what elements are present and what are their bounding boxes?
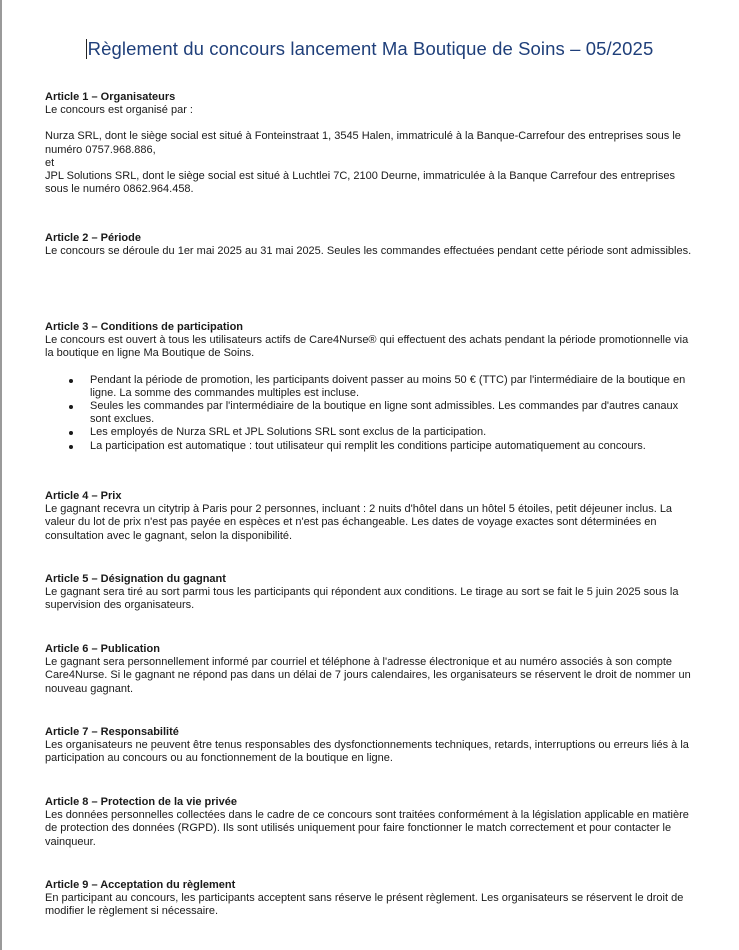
- document-title: Règlement du concours lancement Ma Boutique de Soins – 05/2025: [87, 38, 654, 59]
- bullet-icon: [69, 431, 73, 435]
- article-4: [45, 490, 695, 543]
- article-8-body: Les données personnelles collectées dans le cadre de ce concours sont traitées conformément à la législation applicable en matière de protection des données (RGPD). Ils sont utilisés uniquement pour faire fonctionner le match correctement et pour contacter le vainqueur.: [45, 809, 689, 848]
- text-cursor: [86, 39, 87, 59]
- article-9: [45, 879, 695, 919]
- article-3-heading: Article 3 – Conditions de participation: [45, 321, 244, 333]
- article-6-body: Le gagnant sera personnellement informé par courriel et téléphone à l'adresse électronique et au numéro associés à son compte Care4Nurse. Si le gagnant ne répond pas dans un délai de 7 jours calendaires, les organisateurs se réservent le droit de nommer un nouveau gagnant.: [45, 656, 691, 695]
- article-6: [45, 643, 695, 696]
- article-1-heading: Article 1 – Organisateurs: [45, 91, 176, 103]
- article-7-heading: Article 7 – Responsabilité: [45, 726, 179, 738]
- conditions-list: [45, 374, 695, 453]
- article-6-heading: Article 6 – Publication: [45, 643, 160, 655]
- list-item: Les employés de Nurza SRL et JPL Solutions SRL sont exclus de la participation.: [45, 426, 695, 439]
- article-1-conjunction: et: [45, 156, 55, 169]
- article-1-organizer-1: Nurza SRL, dont le siège social est situé à Fonteinstraat 1, 3545 Halen, immatriculé à la Banque-Carrefour des entreprises sous le numéro 0757.968.886,: [45, 130, 681, 156]
- list-item: Pendant la période de promotion, les participants doivent passer au moins 50 € (TTC) par l'intermédiaire de la boutique en ligne. La somme des commandes multiples est incluse.: [45, 374, 695, 400]
- document-title-line[interactable]: [0, 38, 739, 60]
- article-8: [45, 796, 695, 849]
- list-item: La participation est automatique : tout utilisateur qui remplit les conditions participe automatiquement au concours.: [45, 440, 695, 453]
- list-item: Seules les commandes par l'intermédiaire de la boutique en ligne sont admissibles. Les commandes par d'autres canaux sont exclues.: [45, 400, 695, 426]
- bullet-icon: [69, 405, 73, 409]
- article-3-body: Le concours est ouvert à tous les utilisateurs actifs de Care4Nurse® qui effectuent des achats pendant la période promotionnelle via la boutique en ligne Ma Boutique de Soins.: [45, 334, 689, 360]
- article-3: [45, 321, 695, 453]
- article-9-heading: Article 9 – Acceptation du règlement: [45, 879, 236, 891]
- article-5-body: Le gagnant sera tiré au sort parmi tous les participants qui répondent aux conditions. Le tirage au sort se fait le 5 juin 2025 sous la supervision des organisateurs.: [45, 586, 679, 612]
- article-5: [45, 573, 695, 613]
- article-1: [45, 91, 695, 196]
- article-9-body: En participant au concours, les participants acceptent sans réserve le présent règlement. Les organisateurs se réservent le droit de modifier le règlement si nécessaire.: [45, 892, 684, 918]
- article-7-body: Les organisateurs ne peuvent être tenus responsables des dysfonctionnements techniques, retards, interruptions ou erreurs liés à la participation au concours ou au fonctionnement de la boutique en ligne.: [45, 739, 689, 765]
- bullet-icon: [69, 379, 73, 383]
- article-8-heading: Article 8 – Protection de la vie privée: [45, 796, 237, 808]
- article-2-heading: Article 2 – Période: [45, 232, 141, 244]
- article-2: [45, 232, 695, 258]
- bullet-icon: [69, 445, 73, 449]
- article-2-body: Le concours se déroule du 1er mai 2025 au 31 mai 2025. Seules les commandes effectuées pendant cette période sont admissibles.: [45, 245, 692, 258]
- article-4-heading: Article 4 – Prix: [45, 490, 122, 502]
- article-4-body: Le gagnant recevra un citytrip à Paris pour 2 personnes, incluant : 2 nuits d'hôtel dans un hôtel 5 étoiles, petit déjeuner inclus. La valeur du lot de prix n'est pas payée en espèces et n'est pas échangeable. Les dates de voyage exactes sont déterminées en consultation avec le gagnant, selon la disponibilité.: [45, 503, 673, 542]
- article-1-organizer-2: JPL Solutions SRL, dont le siège social est situé à Luchtlei 7C, 2100 Deurne, immatriculée à la Banque Carrefour des entreprises sous le numéro 0862.964.458.: [45, 170, 675, 196]
- article-5-heading: Article 5 – Désignation du gagnant: [45, 573, 226, 585]
- article-7: [45, 726, 695, 766]
- article-1-intro: Le concours est organisé par :: [45, 104, 193, 117]
